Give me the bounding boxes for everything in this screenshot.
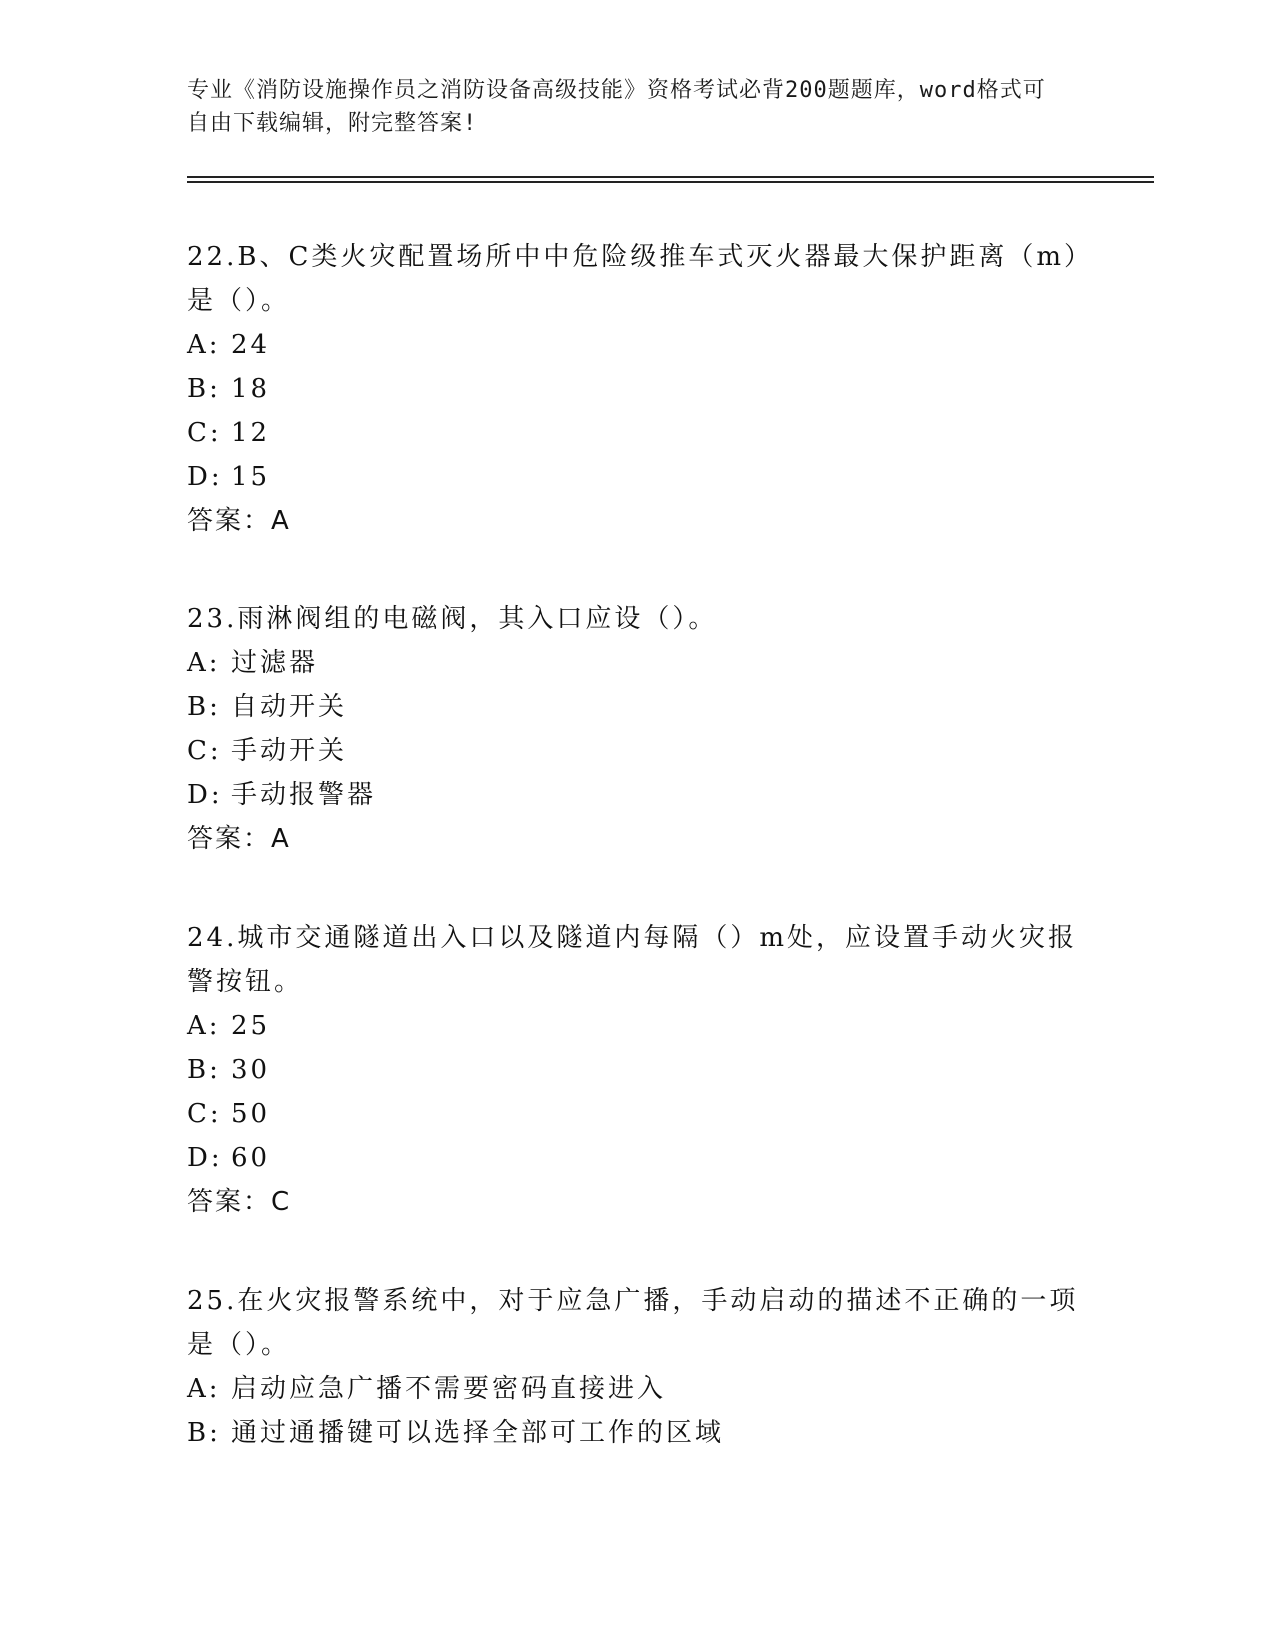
option-a <box>187 323 1087 367</box>
option-letter: A: <box>187 648 221 678</box>
option-letter: C: <box>187 418 222 448</box>
answer-line: 答案：A <box>187 506 291 536</box>
question-22 <box>187 235 1087 543</box>
option-text: 60 <box>231 1143 271 1173</box>
option-c <box>187 411 1087 455</box>
option-letter: A: <box>187 330 221 360</box>
option-text: 自动开关 <box>231 692 348 722</box>
option-a <box>187 641 1087 685</box>
option-a <box>187 1367 1087 1411</box>
option-letter: B: <box>187 1418 221 1448</box>
option-text: 30 <box>231 1055 271 1085</box>
option-letter: C: <box>187 1099 222 1129</box>
option-c <box>187 729 1087 773</box>
option-letter: B: <box>187 374 221 404</box>
question-stem: 22.B、C类火灾配置场所中中危险级推车式灭火器最大保护距离（m）是（）。 <box>187 242 1081 316</box>
option-letter: B: <box>187 1055 221 1085</box>
option-d <box>187 773 1087 817</box>
option-text: 过滤器 <box>231 648 319 678</box>
option-text: 24 <box>231 330 271 360</box>
header-divider-top <box>187 176 1154 178</box>
option-text: 50 <box>231 1099 271 1129</box>
option-letter: D: <box>187 780 223 810</box>
option-letter: C: <box>187 736 222 766</box>
question-stem: 25.在火灾报警系统中，对于应急广播，手动启动的描述不正确的一项是（）。 <box>187 1286 1079 1360</box>
option-letter: B: <box>187 692 221 722</box>
option-text: 通过通播键可以选择全部可工作的区域 <box>231 1418 725 1448</box>
option-text: 25 <box>231 1011 271 1041</box>
option-text: 15 <box>231 462 271 492</box>
option-text: 启动应急广播不需要密码直接进入 <box>231 1374 667 1404</box>
option-b <box>187 367 1087 411</box>
option-letter: D: <box>187 462 223 492</box>
question-25 <box>187 1279 1087 1455</box>
question-stem: 24.城市交通隧道出入口以及隧道内每隔（）m处，应设置手动火灾报警按钮。 <box>187 923 1078 997</box>
answer-line: 答案：C <box>187 1187 292 1217</box>
option-letter: A: <box>187 1374 221 1404</box>
question-stem: 23.雨淋阀组的电磁阀，其入口应设（）。 <box>187 604 718 634</box>
answer-line: 答案：A <box>187 824 291 854</box>
option-text: 18 <box>231 374 271 404</box>
option-a <box>187 1004 1087 1048</box>
option-d <box>187 455 1087 499</box>
question-24 <box>187 916 1087 1224</box>
option-letter: D: <box>187 1143 223 1173</box>
option-text: 手动报警器 <box>231 780 377 810</box>
header-divider-bottom <box>187 181 1154 183</box>
option-d <box>187 1136 1087 1180</box>
option-text: 手动开关 <box>231 736 348 766</box>
option-b <box>187 685 1087 729</box>
option-c <box>187 1092 1087 1136</box>
option-letter: A: <box>187 1011 221 1041</box>
document-header: 专业《消防设施操作员之消防设备高级技能》资格考试必背200题题库，word格式可自由下载编辑，附完整答案! <box>187 78 1046 136</box>
option-b <box>187 1048 1087 1092</box>
option-text: 12 <box>231 418 271 448</box>
question-23 <box>187 597 1087 861</box>
option-b <box>187 1411 1087 1455</box>
